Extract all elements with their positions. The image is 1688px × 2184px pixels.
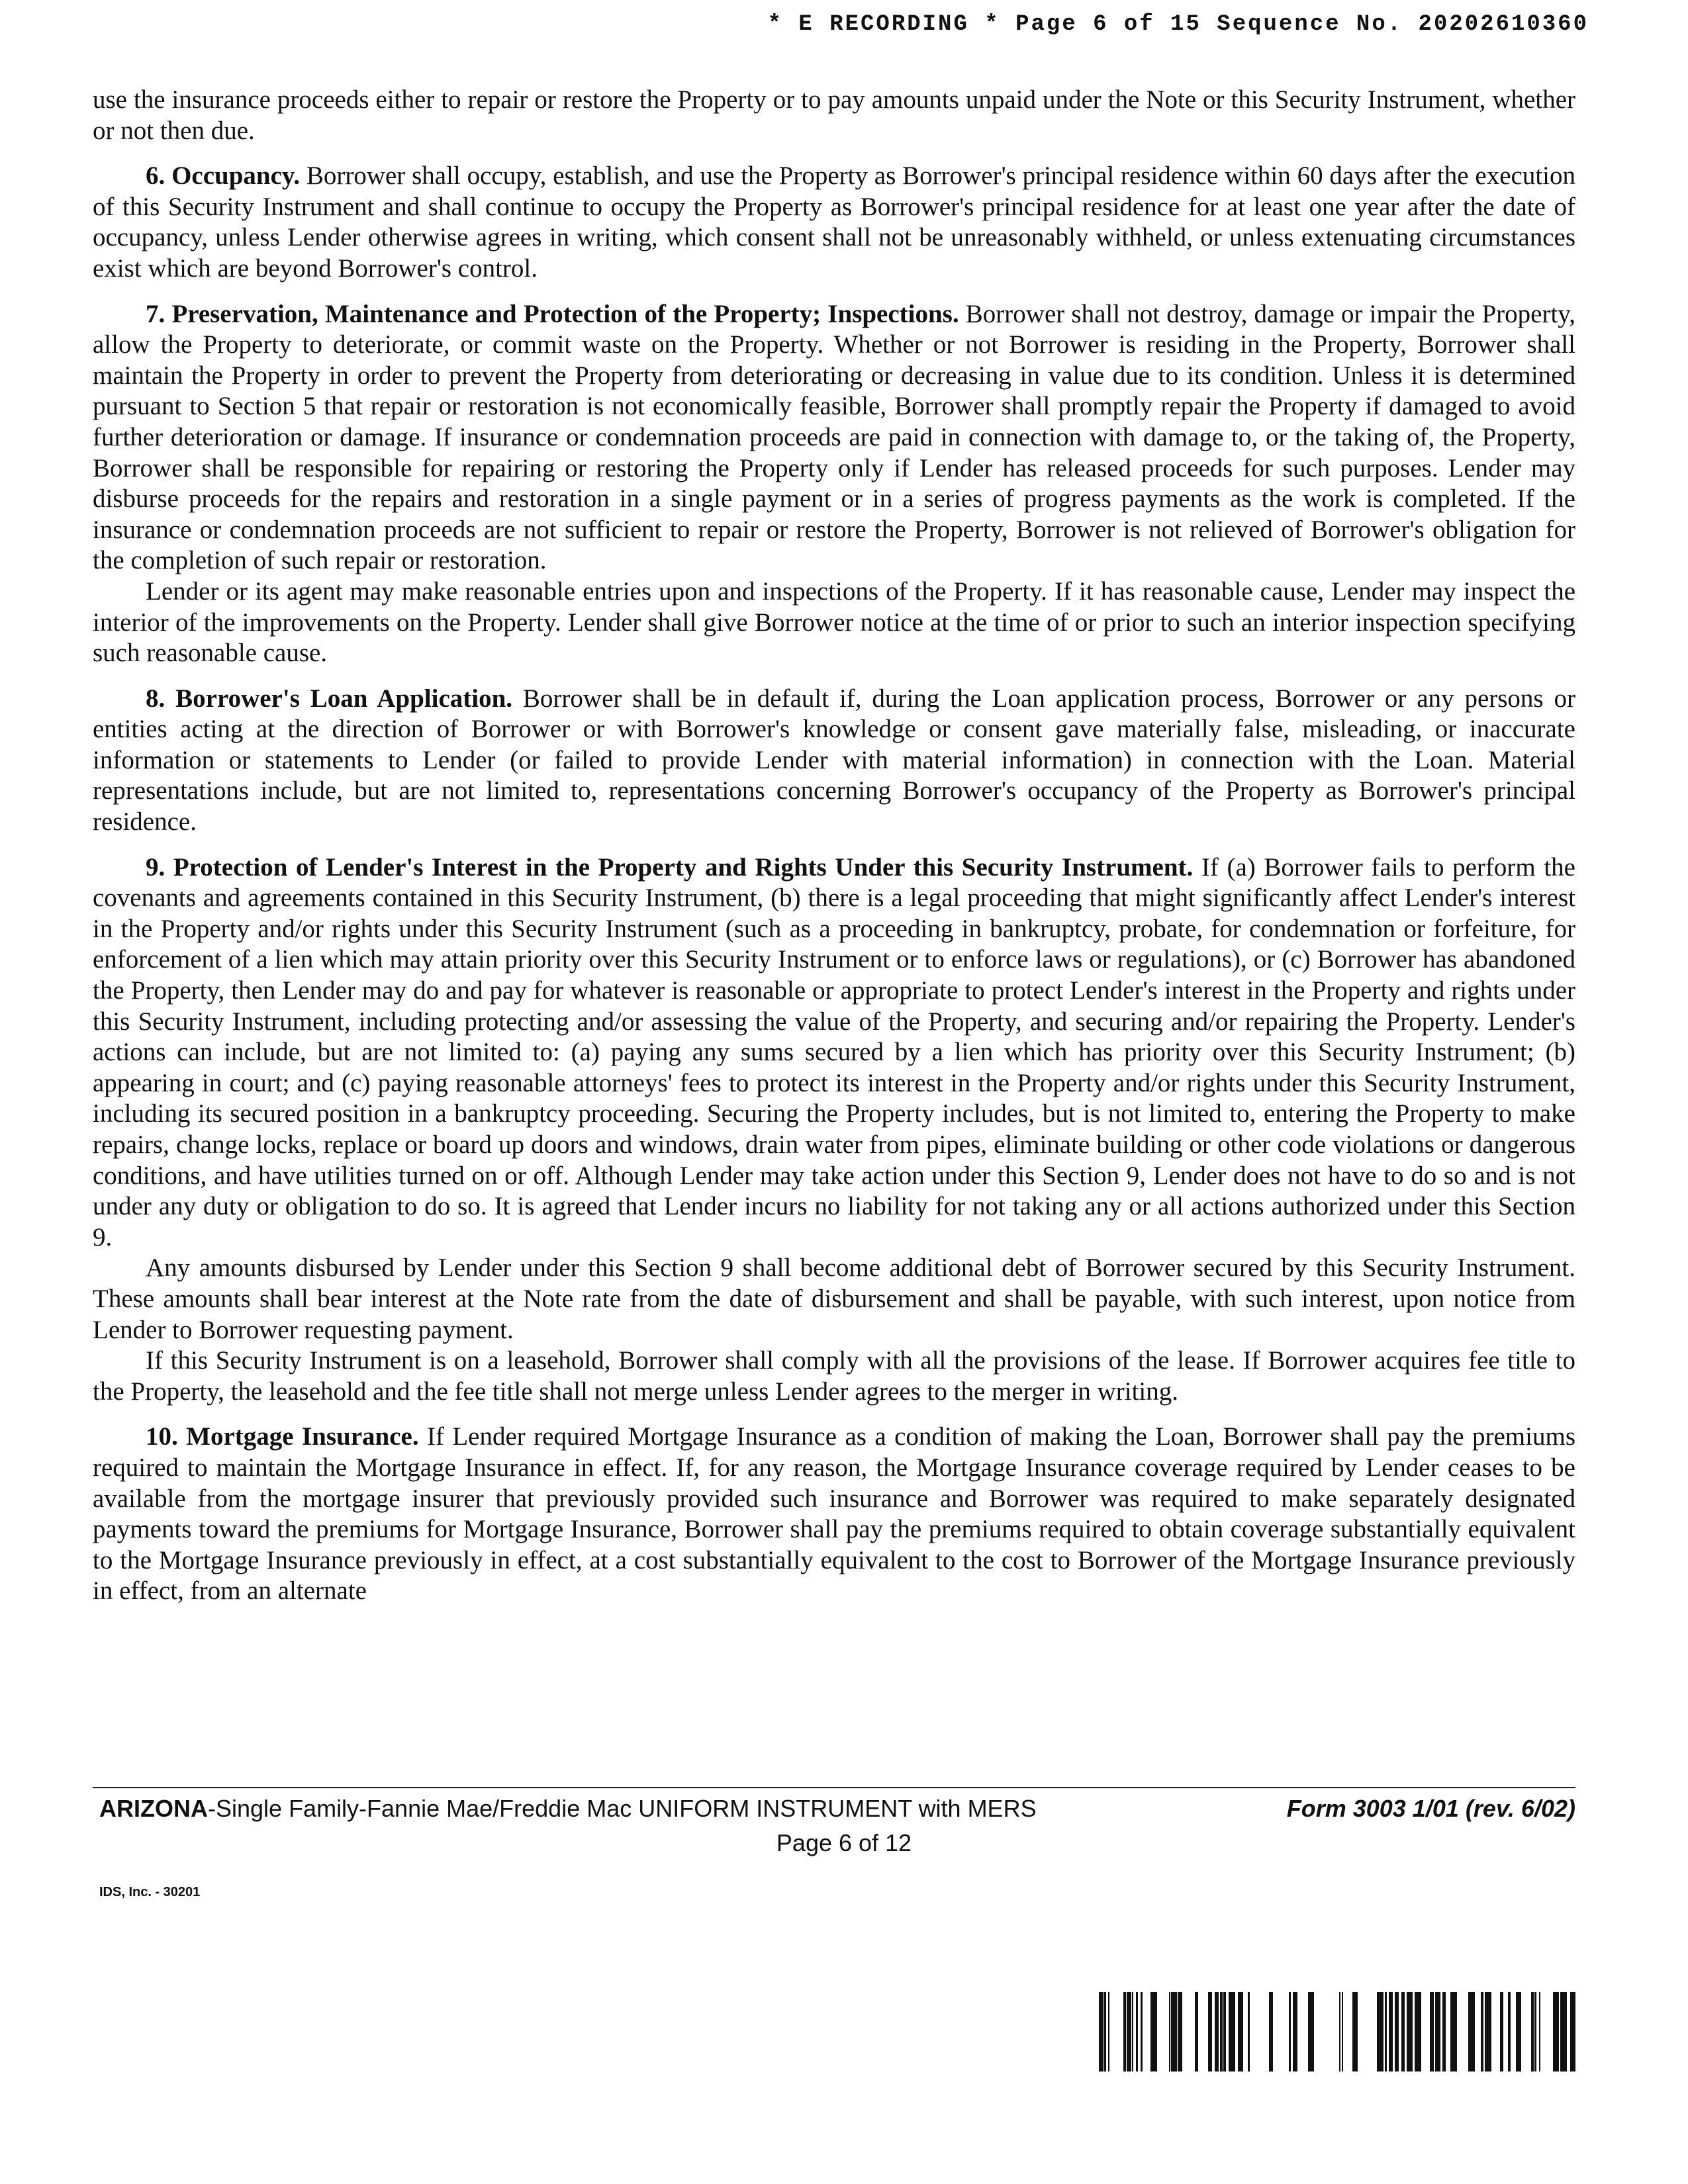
paragraph-text: Borrower shall not destroy, damage or impair the Property, allow the Property to deteriorate, or commit waste on the Property. Whether or not Borrower is residing in the Property, Borrower shall maintain the Property in order to prevent the Property from deteriorating or decreasing in value due to its condition. Unless it is determined pursuant to Section 5 that repair or restoration is not economically feasible, Borrower shall promptly repair the Property if damaged to avoid further deterioration or damage. If insurance or condemnation proceeds are paid in connection with damage to, or the taking of, the Property, Borrower shall be responsible for repairing or restoring the Property only if Lender has released proceeds for such purposes. Lender may disburse proceeds for the repairs and restoration in a single payment or in a series of progress payments as the work is completed. If the insurance or condemnation proceeds are not sufficient to repair or restore the Property, Borrower is not relieved of Borrower's obligation for the completion of such repair or restoration. [93,299,1576,575]
paragraph-text: If this Security Instrument is on a leasehold, Borrower shall comply with all the provisions of the lease. If Borrower acquires fee title to the Property, the leasehold and the fee title shall not merge unless Lender agrees to the merger in writing. [93,1346,1575,1406]
barcode-bar [1560,1992,1567,2071]
form-state: ARIZONA [99,1795,208,1822]
barcode-bar [1442,1992,1446,2071]
barcode-bar [1435,1992,1440,2071]
barcode-bar [1500,1992,1503,2071]
barcode-bar [1238,1992,1243,2071]
paragraph-text: Borrower shall occupy, establish, and use the Property as Borrower's principal residence within 60 days after the execution of this Security Instrument and shall continue to occupy the Property as Borrower's principal residence for at least one year after the date of occupancy, unless Lender otherwise agrees in writing, which consent shall not be unreasonably withheld, or unless extenuating circumstances exist which are beyond Borrower's control. [93,161,1576,283]
document-body [93,85,1575,1607]
section-6-occupancy [93,161,1575,284]
barcode [1099,1992,1575,2071]
section-7-preservation [93,299,1575,576]
barcode-bar [1289,1992,1291,2071]
barcode-bar [1171,1992,1177,2071]
barcode-bar [1385,1992,1387,2071]
barcode-bar [1215,1992,1219,2071]
barcode-bar [1415,1992,1421,2071]
barcode-bar [1407,1992,1413,2071]
form-description [99,1795,1037,1823]
barcode-bar [1132,1992,1133,2071]
paragraph-text: If (a) Borrower fails to perform the covenants and agreements contained in this Security Instrument, (b) there is a legal proceeding that might significantly affect Lender's interest in the Property and/or rights under this Security Instrument (such as a proceeding in bankruptcy, probate, for condemnation or forfeiture, for enforcement of a lien which may attain priority over this Security Instrument or to enforce laws or regulations), or (c) Borrower has abandoned the Property, then Lender may do and pay for whatever is reasonable or appropriate to protect Lender's interest in the Property and rights under this Security Instrument, including protecting and/or assessing the value of the Property, and securing and/or repairing the Property. Lender's actions can include, but are not limited to: (a) paying any sums secured by a lien which has priority over this Security Instrument; (b) appearing in court; and (c) paying reasonable attorneys' fees to protect its interest in the Property and/or rights under this Security Instrument, including its secured position in a bankruptcy proceeding. Securing the Property includes, but is not limited to, entering the Property to make repairs, change locks, replace or board up doors and windows, drain water from pipes, eliminate building or other code violations or dangerous conditions, and have utilities turned on or off. Although Lender may take action under this Section 9, Lender does not have to do so and is not under any duty or obligation to do so. It is agreed that Lender incurs no liability for not taking any or all actions authorized under this Section 9. [93,852,1575,1251]
page-number: Page 6 of 12 [776,1829,912,1856]
section-10-mortgage-insurance [93,1422,1575,1607]
barcode-bar [1534,1992,1536,2071]
barcode-bar [1141,1992,1143,2071]
barcode-bar [1103,1992,1106,2071]
barcode-bar [1220,1992,1223,2071]
section-heading: 10. Mortgage Insurance. [146,1422,419,1451]
barcode-bar [1553,1992,1559,2071]
barcode-bar [1339,1992,1340,2071]
barcode-bar [1108,1992,1109,2071]
paragraph-text: Lender or its agent may make reasonable entries upon and inspections of the Property. If it has reasonable cause, Lender may inspect the interior of the improvements on the Property. Lender shall give Borrower notice at the time of or prior to such an interior inspection specifying such reasonable cause. [93,576,1575,668]
recording-header: * E RECORDING * Page 6 of 15 Sequence No. 20202610360 [767,12,1589,37]
barcode-bar [1248,1992,1250,2071]
barcode-bar [1401,1992,1405,2071]
barcode-bar [1293,1992,1297,2071]
barcode-bar [1481,1992,1483,2071]
barcode-bar [1377,1992,1383,2071]
form-desc-text: -Single Family-Fannie Mae/Freddie Mac UNIFORM INSTRUMENT with MERS [208,1795,1037,1822]
barcode-bar [1150,1992,1157,2071]
form-number: Form 3003 1/01 (rev. 6/02) [1286,1795,1575,1822]
section-heading: 9. Protection of Lender's Interest in the Property and Rights Under this Security Instrument. [146,852,1194,882]
section-heading: 8. Borrower's Loan Application. [146,684,513,713]
section-8-loan-application [93,684,1575,838]
section-heading: 6. Occupancy. [146,161,301,191]
barcode-bar [1208,1992,1212,2071]
barcode-bar [1308,1992,1314,2071]
barcode-bar [1508,1992,1511,2071]
barcode-bar [1516,1992,1521,2071]
barcode-bar [1178,1992,1182,2071]
ids-note: IDS, Inc. - 30201 [99,1885,201,1899]
barcode-bar [1136,1992,1138,2071]
barcode-bar [1229,1992,1235,2071]
barcode-bar [1099,1992,1103,2071]
section-9-leasehold [93,1345,1575,1407]
paragraph-text: If Lender required Mortgage Insurance as a condition of making the Loan, Borrower shall pay the premiums required to maintain the Mortgage Insurance in effect. If, for any reason, the Mortgage Insurance coverage required by Lender ceases to be available from the mortgage insurer that previously provided such insurance and Borrower was required to make separately designated payments toward the premiums for Mortgage Insurance, Borrower shall pay the premiums required to obtain coverage substantially equivalent to the Mortgage Insurance previously in effect, at a cost substantially equivalent to the cost to Borrower of the Mortgage Insurance previously in effect, from an alternate [93,1422,1575,1606]
barcode-bar [1395,1992,1399,2071]
barcode-bar [1123,1992,1126,2071]
barcode-bar [1352,1992,1358,2071]
barcode-bar [1468,1992,1475,2071]
barcode-bar [1485,1992,1491,2071]
barcode-bar [1531,1992,1534,2071]
paragraph-text: Borrower shall be in default if, during the Loan application process, Borrower or any persons or entities acting at the direction of Borrower or with Borrower's knowledge or consent gave materially false, misleading, or inaccurate information or statements to Lender (or failed to provide Lender with material information) in connection with the Loan. Material representations include, but are not limited to, representations concerning Borrower's occupancy of the Property as Borrower's principal residence. [93,684,1575,837]
barcode-bar [1450,1992,1457,2071]
barcode-bar [1195,1992,1198,2071]
section-9-amounts-disbursed [93,1253,1575,1345]
paragraph-5-continued [93,85,1575,146]
footer-divider [93,1787,1575,1788]
section-heading: 7. Preservation, Maintenance and Protection of the Property; Inspections. [146,299,959,328]
barcode-bar [1127,1992,1131,2071]
paragraph-text: use the insurance proceeds either to repair or restore the Property or to pay amounts unpaid under the Note or this Security Instrument, whether or not then due. [93,85,1575,145]
barcode-bar [1269,1992,1273,2071]
section-9-protection [93,852,1575,1253]
barcode-bar [1539,1992,1540,2071]
barcode-bar [1342,1992,1343,2071]
barcode-bar [1570,1992,1575,2071]
barcode-bar [1169,1992,1170,2071]
form-footer-line [99,1795,1575,1823]
barcode-bar [1430,1992,1434,2071]
barcode-bar [1389,1992,1393,2071]
section-7-inspections [93,576,1575,669]
paragraph-text: Any amounts disbursed by Lender under this Section 9 shall become additional debt of Borrower secured by this Security Instrument. These amounts shall bear interest at the Note rate from the date of disbursement and shall be payable, with such interest, upon notice from Lender to Borrower requesting payment. [93,1253,1575,1344]
barcode-bar [1223,1992,1226,2071]
